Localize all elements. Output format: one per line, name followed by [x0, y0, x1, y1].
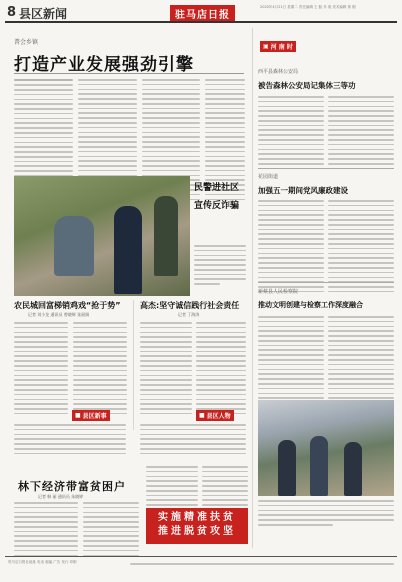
- column-icon: ▣: [263, 43, 269, 50]
- right-item3-col2: [328, 316, 394, 413]
- right-photo: [258, 400, 394, 496]
- bottom-col-2: [83, 502, 139, 556]
- footer-text: 驻马店日报社地址 电话 邮编 广告 发行 印刷: [8, 560, 77, 564]
- dateline: 2020年4月21日 星期二 责任编辑 王 磊 乔 梁 美术编辑 邢 刚: [260, 5, 356, 9]
- right-item3-col1: [258, 316, 324, 413]
- tag-row-text-left: [14, 424, 126, 454]
- footer-lines: [130, 563, 394, 565]
- bottom-col-1: [14, 502, 78, 556]
- tag-county-news-label: 县区新事: [82, 413, 107, 420]
- header-rule: [5, 21, 397, 23]
- mid-story-headline: 高杰:坚守诚信践行社会责任: [140, 301, 240, 310]
- left-story-byline: 记者 刘小龙 通讯员 曾晓辉 张丽娟: [28, 312, 90, 317]
- mid-story-col-1: [140, 322, 192, 414]
- right-item3-title: 推动文明创建与检察工作深度融合: [258, 301, 363, 309]
- right-item2-col1: [258, 200, 324, 292]
- right-rule-1: [258, 168, 394, 169]
- right-col-divider: [252, 28, 253, 548]
- page-header: [5, 4, 397, 22]
- vertical-caption-line1: 民警进社区: [194, 183, 240, 193]
- vertical-caption: [194, 180, 248, 225]
- right-photo-figure-2: [310, 436, 328, 496]
- right-item2-title: 加强五一期间党风廉政建设: [258, 186, 348, 195]
- photo-figure-man: [154, 196, 178, 276]
- right-column-tag: [260, 41, 296, 52]
- stories-divider: [133, 300, 134, 430]
- slogan-line2: 推进脱贫攻坚: [146, 525, 248, 539]
- right-column-tag-label: 河 南 时: [270, 44, 293, 51]
- left-story-col-2: [73, 322, 127, 414]
- section-name: 县区新闻: [19, 7, 68, 21]
- tag-row-text-right: [140, 424, 246, 454]
- mid-story-col-2: [196, 322, 246, 414]
- mid-story-byline: 记者 丁海涛: [178, 312, 200, 317]
- photo-figure-officer: [114, 206, 142, 294]
- bottom-headline: 林下经济带富贫困户: [18, 480, 126, 493]
- lead-headline-rule: [14, 73, 244, 74]
- photo-figure-woman: [54, 216, 94, 276]
- footer-rule: [5, 556, 397, 557]
- right-photo-caption: [258, 500, 394, 526]
- left-story-col-1: [14, 322, 68, 414]
- right-item1-col2: [328, 96, 394, 169]
- tag-county-people-label: 县区人物: [206, 413, 231, 420]
- tag-icon: ■: [199, 412, 205, 419]
- right-item1-col1: [258, 96, 324, 169]
- main-photo: [14, 176, 190, 296]
- right-item1-label: 西平县森林公安局: [258, 69, 299, 75]
- lead-headline: 打造产业发展强劲引擎: [14, 55, 194, 75]
- lead-kicker: 普会乡镇: [14, 39, 39, 46]
- right-item1-title: 被告森林公安局记集体三等功: [258, 81, 356, 90]
- tag-icon: ■: [75, 412, 81, 419]
- bottom-col-4: [202, 466, 248, 511]
- right-item2-col2: [328, 200, 394, 292]
- right-item3-label: 新蔡县人民检察院: [258, 289, 299, 295]
- tag-county-news: [72, 410, 110, 421]
- vertical-caption-line2: 宣传反诈骗: [194, 201, 240, 211]
- right-item2-label: 花园街道: [258, 174, 279, 180]
- bottom-byline: 记者 韩 丽 通讯员 朱晓婷: [38, 494, 84, 499]
- masthead: 驻马店日报: [170, 5, 235, 22]
- right-photo-figure-1: [278, 440, 296, 496]
- bottom-col-3: [146, 466, 198, 511]
- photo-caption-text: [194, 245, 246, 285]
- right-photo-figure-3: [344, 442, 362, 496]
- page-number: 8: [7, 5, 17, 20]
- left-story-headline: 农民城回富梯销鸡戏“抢于势”: [14, 301, 121, 310]
- slogan-box: [146, 508, 248, 544]
- tag-county-people: [196, 410, 234, 421]
- slogan-line1: 实施精准扶贫: [146, 511, 248, 525]
- right-rule-2: [258, 282, 394, 283]
